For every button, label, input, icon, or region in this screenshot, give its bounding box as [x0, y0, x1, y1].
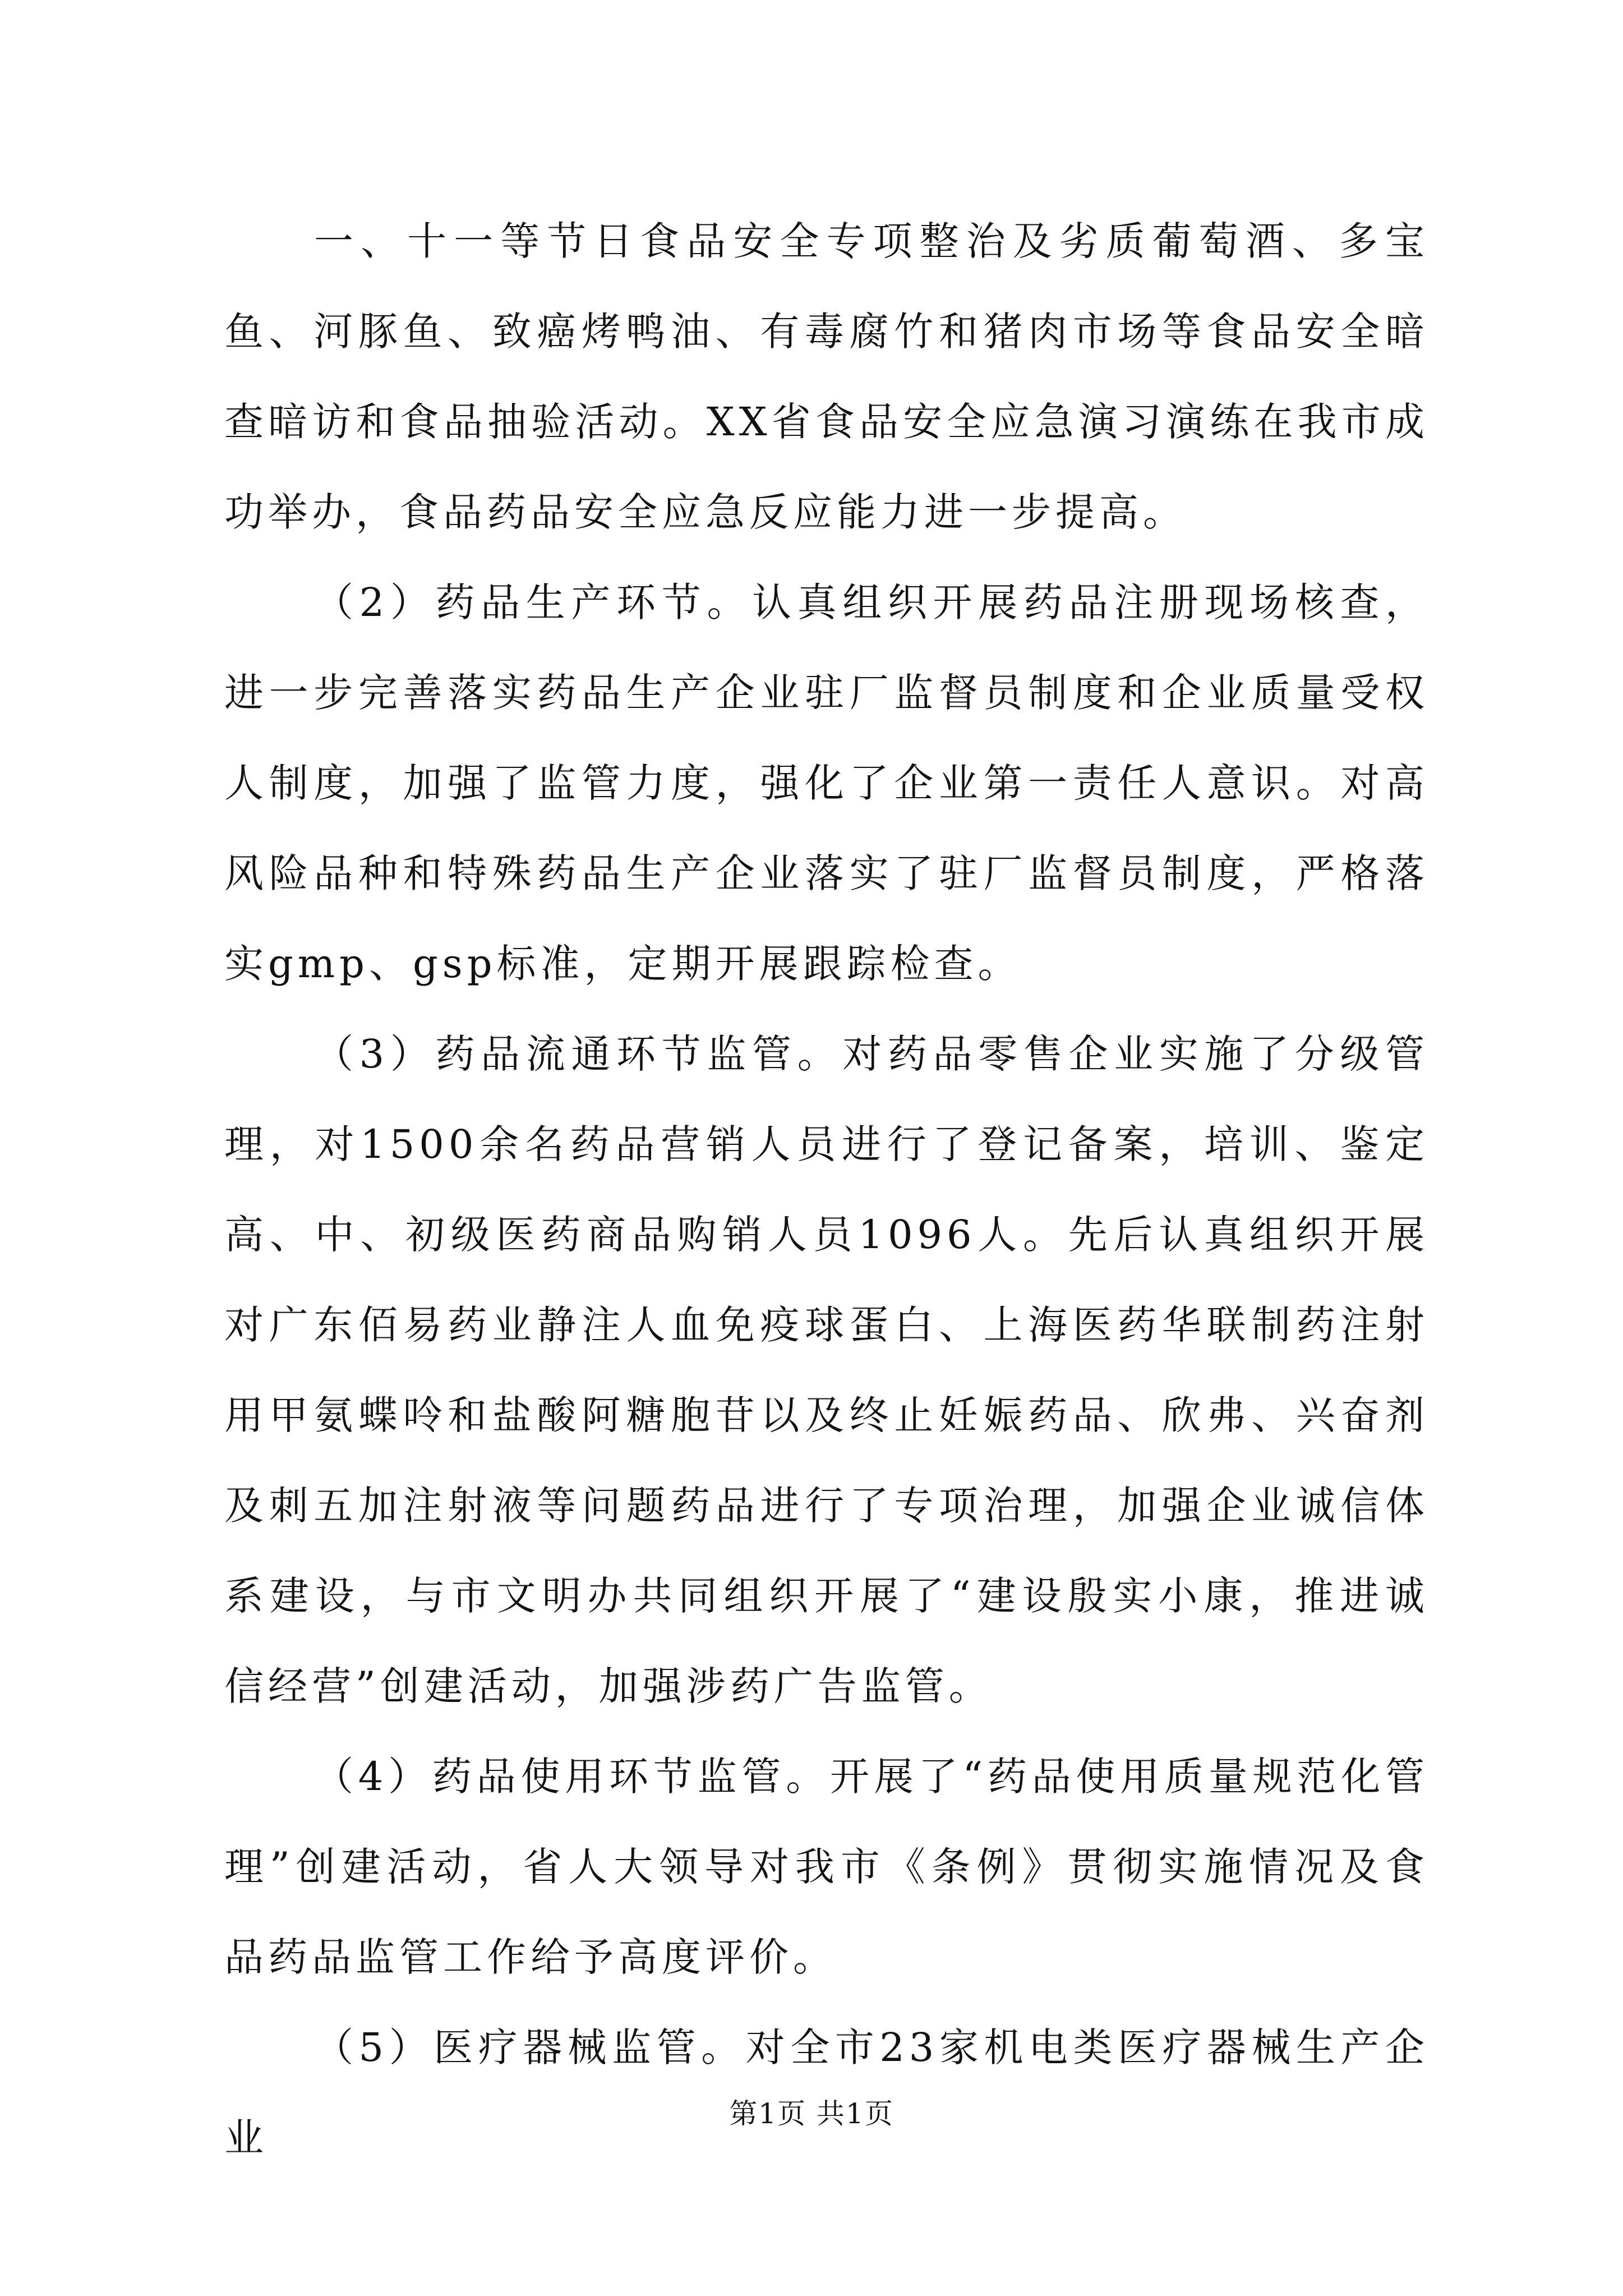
document-body	[224, 196, 1429, 2183]
page-footer: 第1页 共1页	[729, 2097, 894, 2130]
paragraph-drug-production: （2）药品生产环节。认真组织开展药品注册现场核查，进一步完善落实药品生产企业驻厂监督员制度和企业质量受权人制度，加强了监管力度，强化了企业第一责任人意识。对高风险品种和特殊药品生产企业落实了驻厂监督员制度，严格落实gmp、gsp标准，定期开展跟踪检查。	[224, 579, 1429, 987]
paragraph-drug-usage: （4）药品使用环节监管。开展了“药品使用质量规范化管理”创建活动，省人大领导对我市《条例》贯彻实施情况及食品药品监管工作给予高度评价。	[224, 1754, 1429, 1980]
paragraph-medical-devices: （5）医疗器械监管。对全市23家机电类医疗器械生产企业	[224, 2024, 1429, 2161]
paragraph-food-safety: 一、十一等节日食品安全专项整治及劣质葡萄酒、多宝鱼、河豚鱼、致癌烤鸭油、有毒腐竹和猪肉市场等食品安全暗查暗访和食品抽验活动。XX省食品安全应急演习演练在我市成功举办，食品药品安全应急反应能力进一步提高。	[224, 218, 1429, 535]
paragraph-drug-circulation: （3）药品流通环节监管。对药品零售企业实施了分级管理，对1500余名药品营销人员进行了登记备案，培训、鉴定高、中、初级医药商品购销人员1096人。先后认真组织开展对广东佰易药业静注人血免疫球蛋白、上海医药华联制药注射用甲氨蝶呤和盐酸阿糖胞苷以及终止妊娠药品、欣弗、兴奋剂及刺五加注射液等问题药品进行了专项治理，加强企业诚信体系建设，与市文明办共同组织开展了“建设殷实小康，推进诚信经营”创建活动，加强涉药广告监管。	[224, 1031, 1429, 1709]
